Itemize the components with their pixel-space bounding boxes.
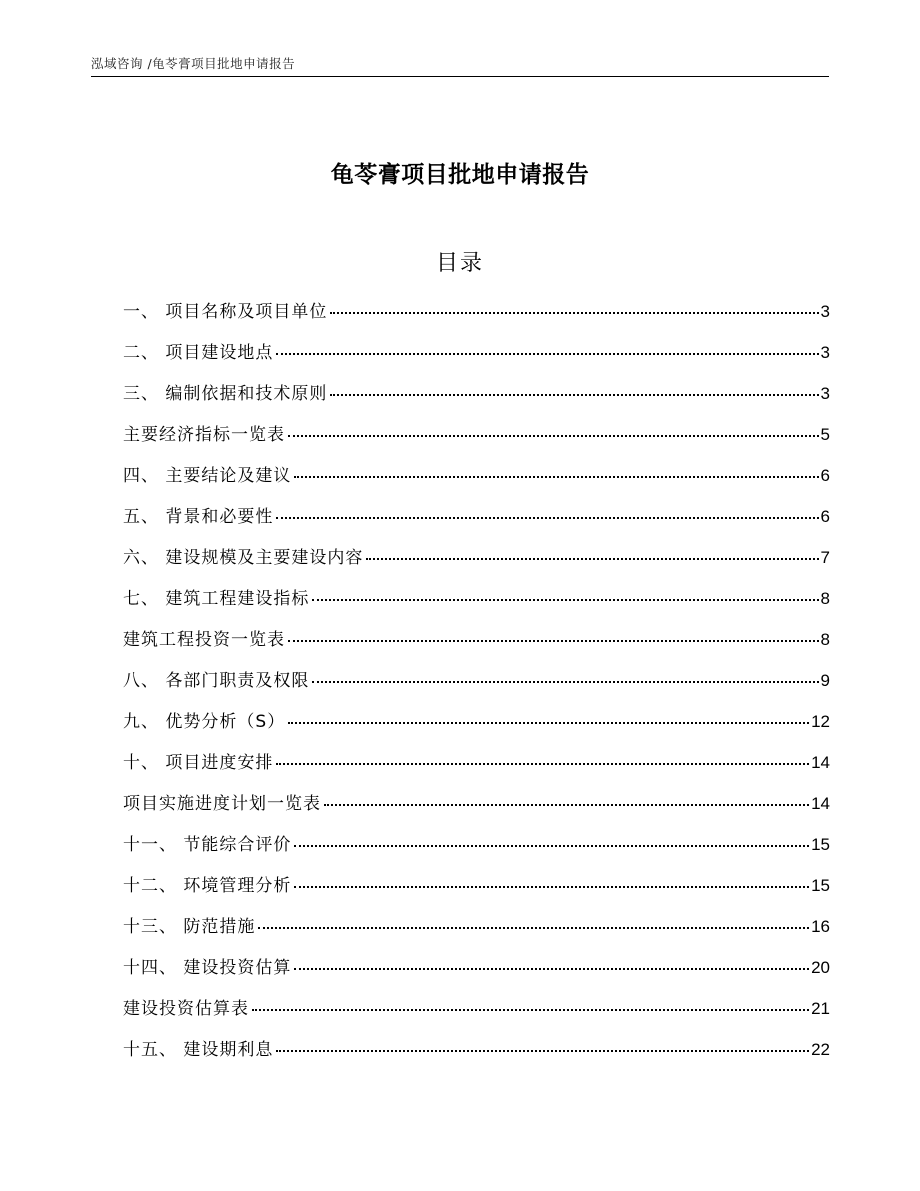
toc-leader-dots [252, 1008, 809, 1011]
toc-entry[interactable] [123, 298, 830, 339]
toc-entry-page: 21 [811, 999, 830, 1018]
toc-leader-dots [288, 639, 819, 642]
toc-entry-label: 八、 各部门职责及权限 [123, 671, 310, 691]
toc-entry-label: 六、 建设规模及主要建设内容 [123, 548, 364, 568]
toc-entry[interactable] [123, 421, 830, 462]
toc-entry-page: 5 [820, 425, 830, 444]
toc-entry-label: 十五、 建设期利息 [123, 1040, 274, 1060]
toc-leader-dots [276, 1049, 809, 1052]
toc-leader-dots [288, 434, 819, 437]
toc-entry[interactable] [123, 790, 830, 831]
toc-entry-label: 一、 项目名称及项目单位 [123, 302, 328, 322]
toc-leader-dots [330, 311, 818, 314]
toc-entry[interactable] [123, 503, 830, 544]
toc-leader-dots [288, 721, 809, 724]
toc-leader-dots [276, 762, 809, 765]
toc-entry-page: 8 [820, 630, 830, 649]
toc-entry[interactable] [123, 708, 830, 749]
toc-entry[interactable] [123, 339, 830, 380]
toc-entry-page: 15 [811, 835, 830, 854]
toc-entry[interactable] [123, 380, 830, 421]
toc-entry-page: 3 [820, 384, 830, 403]
toc-entry-page: 14 [811, 753, 830, 772]
toc-entry-label: 二、 项目建设地点 [123, 343, 274, 363]
toc-entry-page: 20 [811, 958, 830, 977]
toc-leader-dots [312, 598, 818, 601]
toc-entry[interactable] [123, 585, 830, 626]
toc-entry-label: 主要经济指标一览表 [123, 425, 285, 445]
toc-entry[interactable] [123, 544, 830, 585]
toc-entry-page: 6 [820, 466, 830, 485]
toc-leader-dots [366, 557, 818, 560]
toc-entry-label: 三、 编制依据和技术原则 [123, 384, 328, 404]
toc-entry-page: 16 [811, 917, 830, 936]
toc-entry-label: 七、 建筑工程建设指标 [123, 589, 310, 609]
document-title: 龟苓膏项目批地申请报告 [330, 162, 590, 188]
toc-leader-dots [258, 926, 809, 929]
toc-entry-page: 7 [820, 548, 830, 567]
toc-entry-page: 22 [811, 1040, 830, 1059]
toc-entry[interactable] [123, 995, 830, 1036]
toc-leader-dots [330, 393, 818, 396]
toc-entry-label: 十三、 防范措施 [123, 917, 256, 937]
toc-entry-label: 十四、 建设投资估算 [123, 958, 292, 978]
toc-leader-dots [312, 680, 818, 683]
toc-entry-label: 十二、 环境管理分析 [123, 876, 292, 896]
toc-entry-label: 建设投资估算表 [123, 999, 249, 1019]
toc-entry-page: 6 [820, 507, 830, 526]
toc-entry-page: 3 [820, 302, 830, 321]
toc-heading: 目录 [435, 251, 484, 276]
toc-entry-label: 建筑工程投资一览表 [123, 630, 285, 650]
toc-leader-dots [324, 803, 809, 806]
toc-entry[interactable] [123, 831, 830, 872]
header-text: 泓域咨询 /龟苓膏项目批地申请报告 [91, 56, 296, 71]
toc-entry[interactable] [123, 749, 830, 790]
toc-entry-label: 项目实施进度计划一览表 [123, 794, 321, 814]
toc-entry[interactable] [123, 954, 830, 995]
toc-entry-label: 九、 优势分析（S） [123, 712, 286, 732]
toc-leader-dots [294, 967, 809, 970]
toc-leader-dots [294, 475, 818, 478]
toc-entry-label: 四、 主要结论及建议 [123, 466, 292, 486]
toc-entry[interactable] [123, 1036, 830, 1077]
toc-entry-page: 15 [811, 876, 830, 895]
toc-entry-page: 14 [811, 794, 830, 813]
toc-entry-page: 9 [820, 671, 830, 690]
toc-entry-page: 3 [820, 343, 830, 362]
toc-entry-label: 十、 项目进度安排 [123, 753, 274, 773]
toc-entry-page: 8 [820, 589, 830, 608]
toc-entry-label: 五、 背景和必要性 [123, 507, 274, 527]
toc-leader-dots [276, 516, 818, 519]
toc-entry-page: 12 [811, 712, 830, 731]
toc-leader-dots [294, 885, 809, 888]
toc-entry-label: 十一、 节能综合评价 [123, 835, 292, 855]
toc-entry[interactable] [123, 667, 830, 708]
toc-entry[interactable] [123, 872, 830, 913]
table-of-contents [123, 298, 830, 1077]
toc-leader-dots [294, 844, 809, 847]
toc-entry[interactable] [123, 626, 830, 667]
toc-entry[interactable] [123, 462, 830, 503]
toc-entry[interactable] [123, 913, 830, 954]
toc-leader-dots [276, 352, 818, 355]
page-header [91, 52, 829, 77]
